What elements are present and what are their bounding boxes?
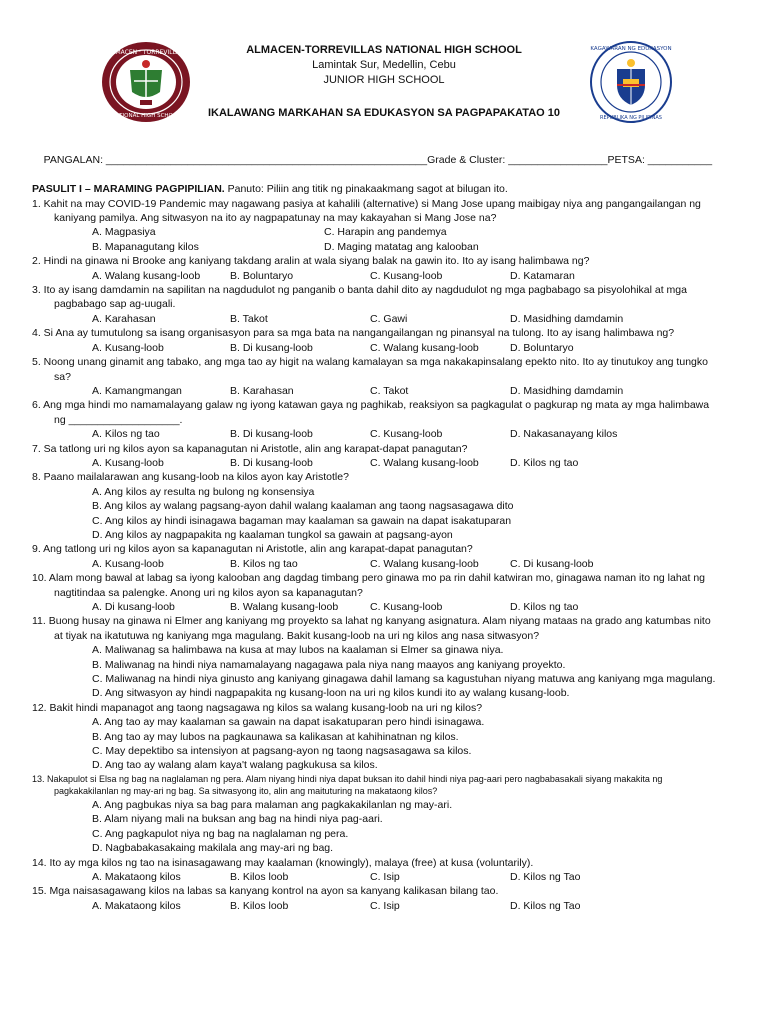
question-stem: 11. Buong husay na ginawa ni Elmer ang kaniyang mg proyekto sa lahat ng kanyang asignatura. Alam niyang mataas na grado ang katumbas nito at tiyak na ikatutuwa ng kaniyang mga magulang. Bakit kusang-loob na uri ng kilos ang nasa sitwasyon? [32, 615, 711, 642]
question-11 [32, 614, 722, 700]
option[interactable]: C. Isip [370, 899, 400, 912]
svg-text:ALMACEN · TORREVILLAS: ALMACEN · TORREVILLAS [108, 49, 184, 56]
question-5 [32, 355, 722, 398]
exam-title: IKALAWANG MARKAHAN SA EDUKASYON SA PAGPAPAKATAO 10 [207, 107, 561, 119]
question-2 [32, 254, 722, 283]
svg-text:KAGAWARAN NG EDUKASYON: KAGAWARAN NG EDUKASYON [590, 46, 672, 52]
question-1 [32, 197, 722, 255]
option[interactable]: A. Di kusang-loob [92, 601, 175, 613]
school-address: Lamintak Sur, Medellin, Cebu [312, 59, 456, 71]
school-name: ALMACEN-TORREVILLAS NATIONAL HIGH SCHOOL [246, 44, 522, 56]
option[interactable]: A. Makataong kilos [92, 870, 181, 883]
question-stem: 12. Bakit hindi mapanagot ang taong nagsagawa ng kilos sa walang kusang-loob na uri ng kilos? [32, 701, 483, 714]
date-blank[interactable]: ___________ [644, 154, 713, 167]
question-9 [32, 542, 722, 571]
question-4 [32, 326, 722, 355]
school-level: JUNIOR HIGH SCHOOL [323, 74, 445, 86]
option[interactable]: C. Ang kilos ay hindi isinagawa bagaman may kaalaman sa gawain na dapat isakatuparan [92, 514, 512, 527]
option[interactable]: A. Kusang-loob [92, 456, 164, 469]
option[interactable]: B. Kilos loob [230, 899, 289, 912]
question-14 [32, 856, 722, 885]
question-stem: 1. Kahit na may COVID-19 Pandemic may nagawang pasiya at kahalili (alternative) si Mang Jose upang maibigay niya ang pangangailangan ng kaniyang pamilya. Ang sitwasyon na ito ay nagpapatunay na may kakayahan si Mang Jose na? [32, 197, 701, 225]
student-info-line [32, 139, 722, 182]
option[interactable]: C. Walang kusang-loob [370, 456, 479, 469]
question-8 [32, 470, 722, 542]
option[interactable]: A. Maliwanag sa halimbawa na kusa at may lubos na kaalaman si Elmer sa ginawa niya. [92, 644, 504, 657]
option[interactable]: D. Kilos ng Tao [510, 870, 581, 883]
svg-text:NATIONAL HIGH SCHOOL: NATIONAL HIGH SCHOOL [111, 113, 181, 119]
option[interactable]: D. Kilos ng tao [510, 456, 579, 469]
option[interactable]: B. Takot [230, 312, 268, 325]
question-7 [32, 442, 722, 471]
question-stem: 3. Ito ay isang damdamin na sapilitan na nagdudulot ng panganib o banta dahil dito ay nagdudulot ng mga pagbabago sa pisyolohikal at mga pagbabago sap ag-uugali. [32, 284, 687, 311]
option[interactable]: B. Di kusang-loob [230, 456, 313, 469]
question-stem: 6. Ang mga hindi mo namamalayang galaw ng iyong katawan gaya ng paghikab, reaksiyon sa pagkagulat o pagkurap ng mata ay mga halimbawa ng ___________________. [32, 399, 710, 426]
option[interactable]: B. Alam niyang mali na buksan ang bag na hindi niya pag-aari. [92, 813, 383, 826]
option[interactable]: D. Nagbabakasakaing makilala ang may-ari ng bag. [92, 842, 334, 855]
question-12 [32, 701, 722, 773]
option[interactable]: B. Maliwanag na hindi niya namamalayang nagagawa pala niya nang maayos ang kaniyang proyekto. [92, 658, 566, 671]
option[interactable]: A. Ang pagbukas niya sa bag para malaman ang pagkakakilanlan ng may-ari. [92, 798, 453, 811]
question-stem: 13. Nakapulot si Elsa ng bag na naglalaman ng pera. Alam niyang hindi niya dapat buksan ito dahil hindi niya pag-aari pero nagbabasakali siyang makakita ng pagkakakilanlan ng may-ari ng bag. Sa sitwasyong ito, alin ang maituturing na makataong kilos? [32, 773, 663, 797]
name-blank[interactable]: _______________________________________________________ [103, 154, 428, 167]
option[interactable]: A. Magpasiya [92, 226, 156, 239]
question-stem: 5. Noong unang ginamit ang tabako, ang mga tao ay higit na walang kamalayan sa mga nakakapinsalang epekto nito. Ito ay tinutukoy ang tungko sa? [32, 356, 708, 383]
option[interactable]: A. Karahasan [92, 312, 156, 325]
option[interactable]: C. Takot [370, 384, 409, 397]
option[interactable]: C. Walang kusang-loob [370, 557, 479, 570]
question-10 [32, 571, 722, 614]
option[interactable]: B. Karahasan [230, 384, 294, 397]
document-header [0, 38, 768, 134]
question-stem: 4. Si Ana ay tumutulong sa isang organisasyon para sa mga bata na nangangailangan ng pinansyal na tulong. Ito ay isang halimbawa ng? [32, 327, 675, 340]
option[interactable]: D. Maging matatag ang kalooban [324, 240, 479, 253]
option[interactable]: D. Boluntaryo [510, 341, 574, 354]
option[interactable]: A. Kusang-loob [92, 557, 164, 570]
question-stem: 2. Hindi na ginawa ni Brooke ang kaniyang takdang aralin at wala siyang balak na gawin ito. Ito ay isang halimbawa ng? [32, 255, 590, 268]
option[interactable]: D. Nakasanayang kilos [510, 428, 618, 441]
question-stem: 7. Sa tatlong uri ng kilos ayon sa kapanagutan ni Aristotle, alin ang karapat-dapat panagutan? [32, 442, 468, 455]
option[interactable]: A. Ang tao ay may kaalaman sa gawain na dapat isakatuparan pero hindi isinagawa. [92, 716, 485, 729]
option[interactable]: B. Walang kusang-loob [230, 601, 339, 613]
deped-seal-icon [590, 41, 672, 128]
option[interactable]: B. Ang tao ay may lubos na pagkaunawa sa kalikasan at kahihinatnan ng kilos. [92, 730, 459, 743]
option[interactable]: C. Kusang-loob [370, 428, 443, 441]
option[interactable]: B. Di kusang-loob [230, 341, 313, 354]
option[interactable]: D. Ang sitwasyon ay hindi nagpapakita ng kusang-loon na uri ng kilos kundi ito ay walang kusang-loob. [92, 687, 570, 700]
option[interactable]: C. Maliwanag na hindi niya ginusto ang kaniyang ginagawa dahil lamang sa kagustuhan niyang matuwa ang kaniyang mga magulang. [92, 673, 716, 686]
exam-body [32, 139, 722, 913]
option[interactable]: A. Makataong kilos [92, 899, 181, 912]
option[interactable]: C. Di kusang-loob [510, 557, 594, 570]
name-label: PANGALAN: [43, 154, 103, 167]
option[interactable]: C. May depektibo sa intensiyon at pagsang-ayon ng taong nagsasagawa sa kilos. [92, 745, 472, 758]
option[interactable]: A. Walang kusang-loob [92, 269, 201, 282]
question-stem: 14. Ito ay mga kilos ng tao na isinasagawang may kaalaman (knowingly), malaya (free) at kusa (voluntarily). [32, 856, 534, 869]
test-instructions [32, 182, 722, 196]
question-stem: 15. Mga naisasagawang kilos na labas sa kanyang kontrol na ayon sa kanyang kalikasan bilang tao. [32, 885, 499, 898]
option[interactable]: D. Masidhing damdamin [510, 312, 624, 325]
option[interactable]: D. Ang kilos ay nagpapakita ng kaalaman tungkol sa gawain at pagsang-ayon [92, 528, 453, 541]
option[interactable]: A. Kilos ng tao [92, 428, 160, 441]
test-instruction: Panuto: Piliin ang titik ng pinakaakmang sagot at bilugan ito. [227, 183, 508, 196]
option[interactable]: C. Kusang-loob [370, 601, 443, 613]
option[interactable]: B. Di kusang-loob [230, 428, 313, 441]
date-label: PETSA: [607, 154, 645, 167]
option[interactable]: C. Gawi [370, 312, 408, 325]
option[interactable]: D. Kilos ng Tao [510, 899, 581, 912]
question-3 [32, 283, 722, 326]
question-15 [32, 884, 722, 913]
option[interactable]: C. Harapin ang pandemya [324, 226, 447, 239]
option[interactable]: B. Mapanagutang kilos [92, 240, 199, 253]
option[interactable]: A. Kusang-loob [92, 341, 164, 354]
option[interactable]: B. Ang kilos ay walang pagsang-ayon dahil walang kaalaman ang taong nagsasagawa dito [92, 500, 514, 513]
option[interactable]: A. Kamangmangan [92, 384, 182, 397]
option[interactable]: A. Ang kilos ay resulta ng bulong ng konsensiya [92, 485, 315, 498]
option[interactable]: D. Kilos ng tao [510, 601, 579, 613]
question-6 [32, 398, 722, 441]
question-stem: 9. Ang tatlong uri ng kilos ayon sa kapanagutan ni Aristotle, alin ang karapat-dapat panagutan? [32, 543, 473, 556]
question-stem: 8. Paano mailalarawan ang kusang-loob na kilos ayon kay Aristotle? [32, 471, 349, 484]
option[interactable]: B. Kilos ng tao [230, 557, 298, 570]
option[interactable]: C. Isip [370, 870, 400, 883]
option[interactable]: D. Ang tao ay walang alam kaya't walang pagkukusa sa kilos. [92, 759, 378, 772]
svg-text:REPUBLIKA NG PILIPINAS: REPUBLIKA NG PILIPINAS [600, 115, 662, 121]
test-title: PASULIT I – MARAMING PAGPIPILIAN. [32, 183, 225, 196]
option[interactable]: B. Kilos loob [230, 870, 289, 883]
option[interactable]: C. Ang pagkapulot niya ng bag na naglalaman ng pera. [92, 827, 349, 840]
option[interactable]: C. Kusang-loob [370, 269, 443, 282]
option[interactable]: B. Boluntaryo [230, 269, 294, 282]
question-stem: 10. Alam mong bawal at labag sa iyong kalooban ang dagdag timbang pero ginawa mo pa rin dahil katwiran mo, ginagawa naman ito ng lahat ng nagtitindaa sa palengke. Anong uri ng kilos ayon sa kapanagutan? [32, 572, 706, 599]
option[interactable]: C. Walang kusang-loob [370, 341, 479, 354]
option[interactable]: D. Masidhing damdamin [510, 384, 624, 397]
option[interactable]: D. Katamaran [510, 269, 575, 282]
grade-label: Grade & Cluster: [427, 154, 506, 167]
question-13 [32, 773, 722, 856]
grade-blank[interactable]: _________________ [505, 154, 608, 167]
